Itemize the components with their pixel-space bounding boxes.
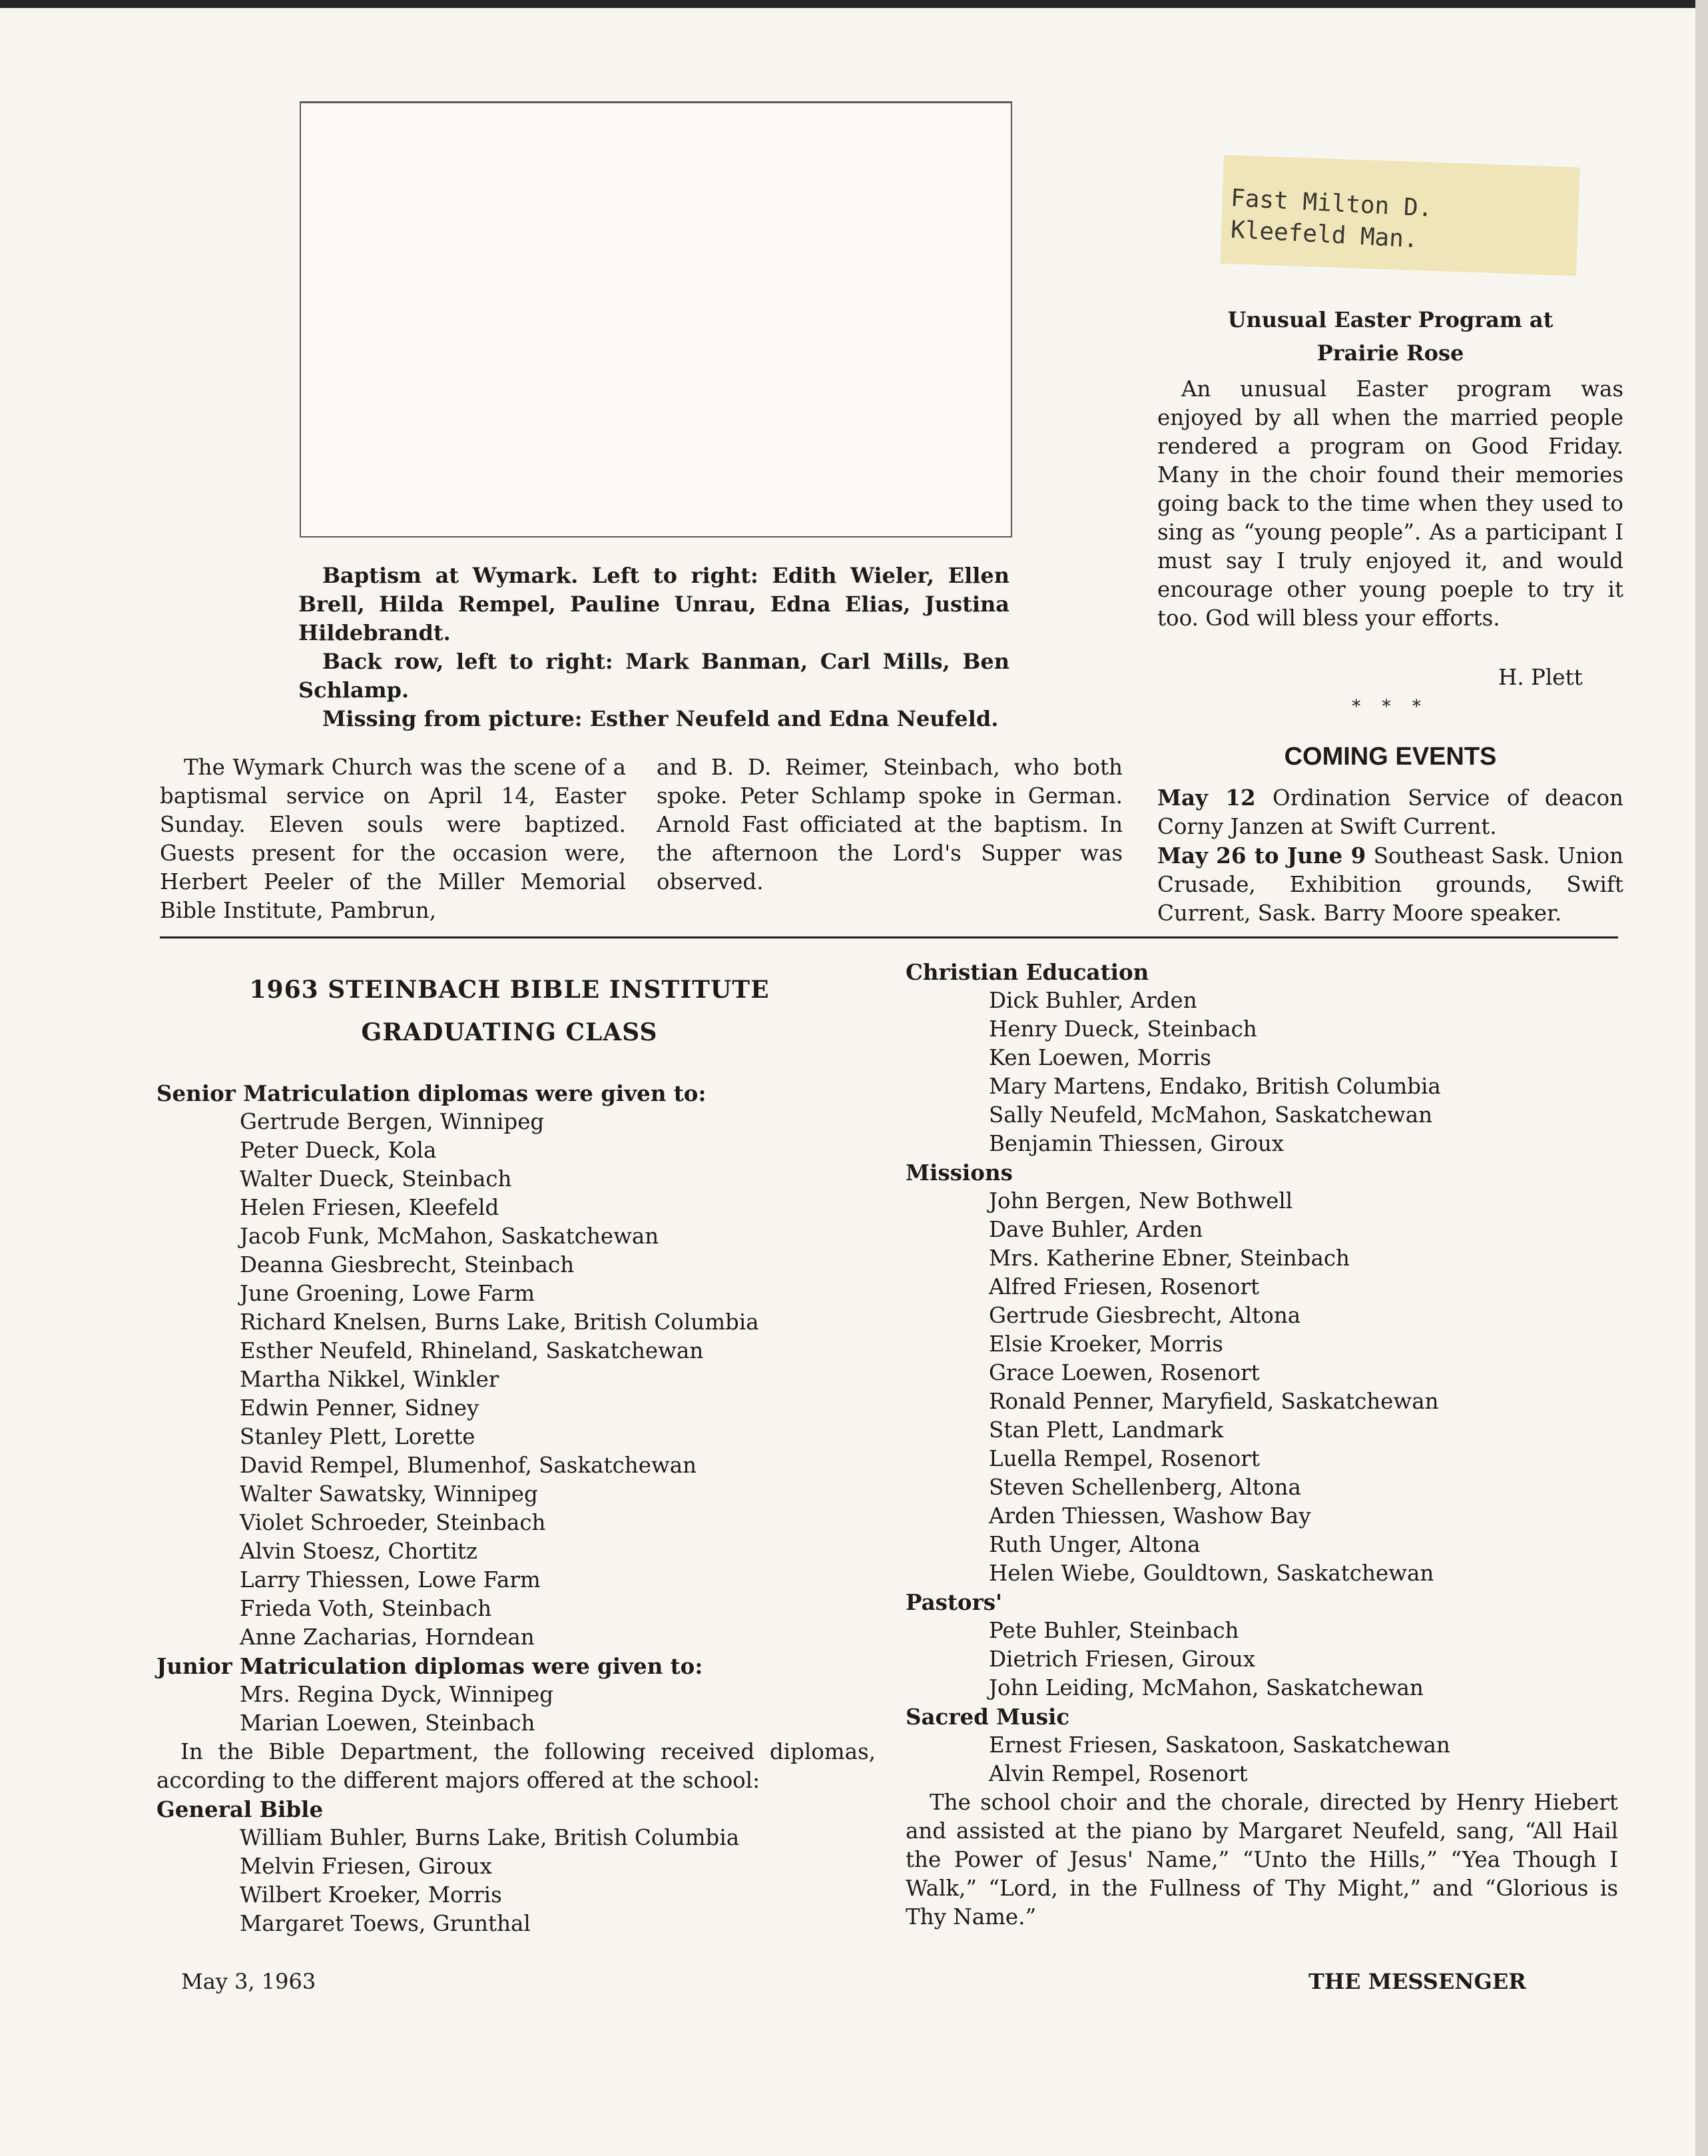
wymark-article-col1 <box>160 753 626 925</box>
baptism-photo-frame <box>300 101 1012 538</box>
senior-heading: Senior Matriculation diplomas were given to: <box>156 1080 707 1106</box>
caption-line-2: Back row, left to right: Mark Banman, Carl Mills, Ben Schlamp. <box>298 649 1009 703</box>
graduate-name: Peter Dueck, Kola <box>240 1138 437 1163</box>
graduating-title-line-1: 1963 STEINBACH BIBLE INSTITUTE <box>249 976 770 1004</box>
graduate-name: Ronald Penner, Maryfield, Saskatchewan <box>989 1389 1439 1414</box>
sacred-music-heading: Sacred Music <box>906 1704 1070 1730</box>
christian-education-heading: Christian Education <box>906 959 1149 985</box>
senior-list <box>156 1108 876 1652</box>
footer-publication: THE MESSENGER <box>1308 1969 1526 1994</box>
graduate-name: Ken Loewen, Morris <box>989 1045 1211 1070</box>
easter-title-line-1: Unusual Easter Program at <box>1227 307 1554 332</box>
graduate-name: Stanley Plett, Lorette <box>240 1424 475 1449</box>
graduate-name: Benjamin Thiessen, Giroux <box>989 1131 1284 1156</box>
horizontal-rule-right <box>712 936 1618 938</box>
graduate-name: David Rempel, Blumenhof, Saskatchewan <box>240 1453 697 1478</box>
graduate-name: Wilbert Kroeker, Morris <box>240 1882 502 1908</box>
easter-author: H. Plett <box>1498 665 1583 690</box>
event-date-1: May 12 <box>1157 785 1256 811</box>
address-label-line-1: Fast Milton D. <box>1230 184 1434 222</box>
graduate-name: Sally Neufeld, McMahon, Saskatchewan <box>989 1102 1433 1128</box>
graduate-name: Deanna Giesbrecht, Steinbach <box>240 1252 575 1277</box>
bible-department-text: In the Bible Department, the following received diplomas, according to the different majors offered at the school: <box>156 1739 876 1793</box>
graduate-name: Violet Schroeder, Steinbach <box>240 1510 546 1535</box>
junior-heading: Junior Matriculation diplomas were given to: <box>156 1653 703 1679</box>
graduate-name: Luella Rempel, Rosenort <box>989 1446 1260 1471</box>
graduate-name: Dave Buhler, Arden <box>989 1217 1203 1242</box>
graduate-name: Larry Thiessen, Lowe Farm <box>240 1567 541 1593</box>
graduate-name: Frieda Voth, Steinbach <box>240 1596 492 1621</box>
graduate-name: Grace Loewen, Rosenort <box>989 1360 1260 1385</box>
graduate-name: Margaret Toews, Grunthal <box>240 1911 531 1936</box>
easter-title-line-2: Prairie Rose <box>1316 340 1464 366</box>
graduate-name: Esther Neufeld, Rhineland, Saskatchewan <box>240 1338 704 1363</box>
graduate-name: Martha Nikkel, Winkler <box>240 1367 499 1392</box>
sacred-music-list <box>906 1731 1618 1788</box>
graduate-name: Edwin Penner, Sidney <box>240 1395 479 1421</box>
graduate-name: Gertrude Giesbrecht, Altona <box>989 1303 1301 1328</box>
graduate-name: Arden Thiessen, Washow Bay <box>989 1503 1311 1529</box>
graduate-name: Helen Friesen, Kleefeld <box>240 1195 499 1220</box>
graduate-name: Alvin Stoesz, Chortitz <box>240 1539 478 1564</box>
section-separator: * * * <box>1352 697 1429 717</box>
graduate-name: Dietrich Friesen, Giroux <box>989 1646 1256 1672</box>
wymark-article-col2 <box>657 753 1123 897</box>
missions-list <box>906 1187 1618 1588</box>
event-date-2: May 26 to June 9 <box>1157 843 1366 869</box>
graduate-name: Helen Wiebe, Gouldtown, Saskatchewan <box>989 1561 1434 1586</box>
wymark-article-text-1: The Wymark Church was the scene of a baptismal service on April 14, Easter Sunday. Eleven souls were baptized. Guests present for the occasion were, Herbert Peeler of the Miller Memorial Bible Institute, Pambrun, <box>160 755 626 923</box>
address-label-line-2: Kleefeld Man. <box>1230 216 1419 254</box>
graduate-name: Gertrude Bergen, Winnipeg <box>240 1109 545 1134</box>
coming-events-title: COMING EVENTS <box>1284 743 1497 771</box>
caption-line-1: Baptism at Wymark. Left to right: Edith Wieler, Ellen Brell, Hilda Rempel, Pauline Unrau, Edna Elias, Justina Hildebrandt. <box>298 563 1009 645</box>
easter-body-text: An unusual Easter program was enjoyed by all when the married people rendered a program on Good Friday. Many in the choir found their memories going back to the time when they used to sing as “young people”. As a participant I must say I truly enjoyed it, and would encourage other young poeple to try it too. God will bless your efforts. <box>1157 376 1623 631</box>
photo-caption <box>298 561 1009 733</box>
graduate-name: Jacob Funk, McMahon, Saskatchewan <box>240 1224 659 1249</box>
graduate-name: Walter Sawatsky, Winnipeg <box>240 1481 538 1507</box>
graduating-title-line-2: GRADUATING CLASS <box>361 1018 658 1046</box>
graduate-name: John Leiding, McMahon, Saskatchewan <box>989 1675 1424 1700</box>
general-bible-heading: General Bible <box>156 1796 324 1822</box>
graduate-name: Mrs. Katherine Ebner, Steinbach <box>989 1246 1350 1271</box>
graduate-name: Henry Dueck, Steinbach <box>989 1016 1257 1042</box>
easter-article-body <box>1157 375 1623 633</box>
event-text-1: Ordination Service of deacon Corny Janzen at Swift Current. <box>1157 785 1623 839</box>
graduate-name: Steven Schellenberg, Altona <box>989 1475 1301 1500</box>
event-text-2: Southeast Sask. Union Crusade, Exhibition grounds, Swift Current, Sask. Barry Moore speaker. <box>1157 843 1623 926</box>
graduate-name: Alvin Rempel, Rosenort <box>989 1761 1248 1786</box>
graduate-name: William Buhler, Burns Lake, British Columbia <box>240 1825 740 1850</box>
graduates-right-column <box>906 958 1618 1932</box>
wymark-article-text-2: and B. D. Reimer, Steinbach, who both spoke. Peter Schlamp spoke in German. Arnold Fast officiated at the baptism. In the afternoon the Lord's Supper was observed. <box>657 755 1123 895</box>
graduate-name: Ernest Friesen, Saskatoon, Saskatchewan <box>989 1732 1450 1758</box>
graduate-name: Anne Zacharias, Horndean <box>240 1624 535 1650</box>
graduate-name: Pete Buhler, Steinbach <box>989 1618 1239 1643</box>
graduate-name: June Groening, Lowe Farm <box>240 1281 535 1306</box>
pastors-heading: Pastors' <box>906 1589 1002 1615</box>
junior-list <box>156 1680 876 1738</box>
page-right-edge <box>1695 0 1708 2156</box>
horizontal-rule-left <box>160 936 712 938</box>
easter-article <box>1157 303 1623 370</box>
missions-heading: Missions <box>906 1160 1013 1186</box>
event-item-1 <box>1157 783 1623 841</box>
graduate-name: Mrs. Regina Dyck, Winnipeg <box>240 1682 553 1707</box>
graduate-name: Ruth Unger, Altona <box>989 1532 1201 1557</box>
general-bible-list <box>156 1824 876 1938</box>
graduate-name: Elsie Kroeker, Morris <box>989 1331 1223 1357</box>
coming-events-list <box>1157 783 1623 928</box>
graduate-name: John Bergen, New Bothwell <box>989 1188 1293 1214</box>
caption-line-3: Missing from picture: Esther Neufeld and Edna Neufeld. <box>322 706 999 731</box>
graduating-title <box>160 968 859 1054</box>
graduate-name: Dick Buhler, Arden <box>989 988 1197 1013</box>
graduate-name: Richard Knelsen, Burns Lake, British Columbia <box>240 1309 759 1335</box>
graduate-name: Alfred Friesen, Rosenort <box>989 1274 1260 1299</box>
christian-education-list <box>906 986 1618 1158</box>
pastors-list <box>906 1617 1618 1702</box>
graduate-name: Marian Loewen, Steinbach <box>240 1710 535 1736</box>
footer-date: May 3, 1963 <box>181 1969 316 1994</box>
graduate-name: Mary Martens, Endako, British Columbia <box>989 1074 1441 1099</box>
graduate-name: Stan Plett, Landmark <box>989 1417 1224 1443</box>
page-top-border <box>0 0 1708 8</box>
event-item-2 <box>1157 841 1623 928</box>
graduate-name: Melvin Friesen, Giroux <box>240 1854 492 1879</box>
graduate-name: Walter Dueck, Steinbach <box>240 1166 512 1192</box>
graduates-left-column <box>156 1079 876 1938</box>
choir-text: The school choir and the chorale, directed by Henry Hiebert and assisted at the piano by Margaret Neufeld, sang, “All Hail the Power of Jesus' Name,” “Unto the Hills,” “Yea Though I Walk,” “Lord, in the Fullness of Thy Might,” and “Glorious is Thy Name.” <box>906 1790 1618 1930</box>
